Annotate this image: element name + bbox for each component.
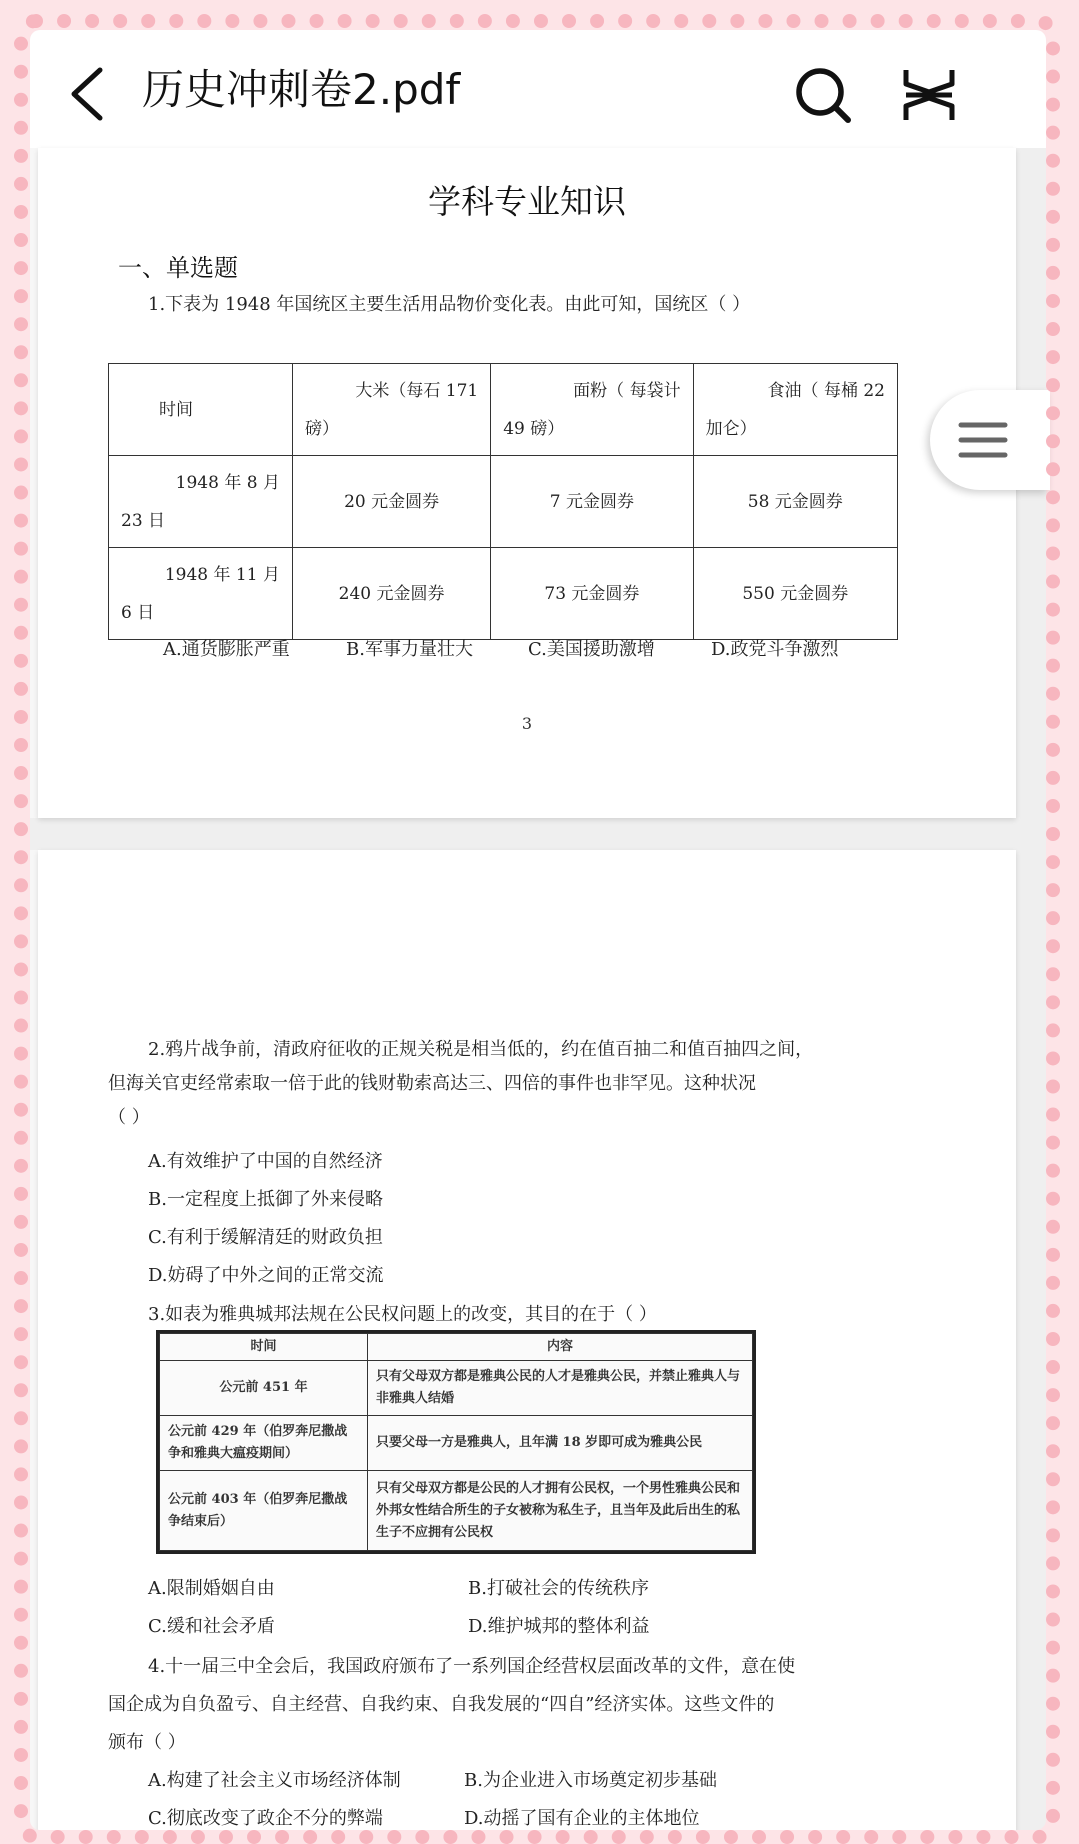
option-a: A.通货膨胀严重 (163, 639, 290, 660)
side-menu-handle[interactable] (930, 390, 1050, 490)
table-row (160, 1334, 753, 1361)
option-a: A.限制婚姻自由 (148, 1578, 275, 1599)
table-cell: 公元前 451 年 (160, 1361, 368, 1416)
top-bar (30, 30, 1046, 148)
table-cell: 只要父母一方是雅典人，且年满 18 岁即可成为雅典公民 (368, 1416, 753, 1471)
time-line: 1948 年 8 月 (175, 472, 280, 493)
table-cell-time (109, 456, 293, 548)
fold-collapse-icon[interactable] (900, 66, 958, 124)
question-2-line: （ ） (108, 1107, 150, 1128)
option-c: C.有利于缓解清廷的财政负担 (148, 1227, 383, 1248)
table-header-cell (693, 364, 897, 456)
option-c: C.彻底改变了政企不分的弊端 (148, 1808, 383, 1829)
table-header-cell (292, 364, 490, 456)
header-line: 磅） (304, 418, 339, 439)
header-line: 大米（每石 171 (355, 380, 479, 401)
pdf-viewer (30, 30, 1046, 1830)
question-2-line: 2.鸦片战争前，清政府征收的正规关税是相当低的，约在值百抽二和值百抽四之间， (148, 1039, 814, 1060)
question-4-line: 颁布（ ） (108, 1732, 186, 1753)
table-header-cell: 时间 (109, 364, 293, 456)
option-b: B.一定程度上抵御了外来侵略 (148, 1189, 383, 1210)
table-row (109, 548, 898, 640)
table-header-cell: 时间 (160, 1334, 368, 1361)
search-icon[interactable] (792, 64, 854, 126)
table-cell: 58 元金圆券 (693, 456, 897, 548)
time-line: 23 日 (121, 510, 166, 531)
table-row (109, 456, 898, 548)
table-cell: 公元前 403 年（伯罗奔尼撒战争结束后） (160, 1471, 368, 1551)
page-title: 学科专业知识 (428, 182, 626, 221)
document-title: 历史冲刺卷2.pdf (142, 65, 461, 114)
option-d: D.政党斗争激烈 (711, 639, 839, 660)
pdf-page-4 (38, 850, 1016, 1830)
time-line: 6 日 (121, 602, 155, 623)
header-line: 49 磅） (503, 418, 565, 439)
header-line: 面粉（ 每袋计 (573, 380, 681, 401)
chevron-left-icon[interactable] (62, 64, 112, 124)
table-row (160, 1416, 753, 1471)
header-line: 加仑） (705, 418, 757, 439)
question-2-line: 但海关官吏经常索取一倍于此的钱财勒索高达三、四倍的事件也非罕见。这种状况 (108, 1073, 756, 1094)
table-row (160, 1361, 753, 1416)
option-c: C.缓和社会矛盾 (148, 1616, 275, 1637)
option-d: D.维护城邦的整体利益 (468, 1616, 650, 1637)
table-cell: 73 元金圆券 (491, 548, 693, 640)
option-a: A.有效维护了中国的自然经济 (148, 1151, 383, 1172)
price-table (108, 363, 898, 640)
table-header-cell (491, 364, 693, 456)
table-cell-time (109, 548, 293, 640)
citizenship-table (159, 1333, 753, 1551)
option-a: A.构建了社会主义市场经济体制 (148, 1770, 401, 1791)
table-row (109, 364, 898, 456)
question-4-line: 4.十一届三中全会后，我国政府颁布了一系列国企经营权层面改革的文件，意在使 (148, 1656, 796, 1677)
header-line: 食油（ 每桶 22 (767, 380, 885, 401)
table-header-cell: 内容 (368, 1334, 753, 1361)
table-cell: 只有父母双方都是雅典公民的人才是雅典公民，并禁止雅典人与非雅典人结婚 (368, 1361, 753, 1416)
option-b: B.为企业进入市场奠定初步基础 (464, 1770, 717, 1791)
table-row (160, 1471, 753, 1551)
option-d: D.动摇了国有企业的主体地位 (464, 1808, 700, 1829)
table-cell: 只有父母双方都是公民的人才拥有公民权，一个男性雅典公民和外邦女性结合所生的子女被称为私生子，且当年及此后出生的私生子不应拥有公民权 (368, 1471, 753, 1551)
question-4-line: 国企成为自负盈亏、自主经营、自我约束、自我发展的“四自”经济实体。这些文件的 (108, 1694, 775, 1715)
page-number: 3 (521, 714, 533, 733)
option-c: C.美国援助激增 (528, 639, 655, 660)
option-b: B.打破社会的传统秩序 (468, 1578, 649, 1599)
table-cell: 公元前 429 年（伯罗奔尼撒战争和雅典大瘟疫期间） (160, 1416, 368, 1471)
table-cell: 240 元金圆券 (292, 548, 490, 640)
table-cell: 7 元金圆券 (491, 456, 693, 548)
section-heading: 一、单选题 (118, 254, 238, 282)
option-b: B.军事力量壮大 (346, 639, 473, 660)
question-3-stem: 3.如表为雅典城邦法规在公民权问题上的改变，其目的在于（ ） (148, 1304, 657, 1325)
table-cell: 550 元金圆券 (693, 548, 897, 640)
menu-icon[interactable] (958, 420, 1008, 460)
previous-page-edge (30, 148, 38, 818)
table-cell: 20 元金圆券 (292, 456, 490, 548)
time-line: 1948 年 11 月 (164, 564, 280, 585)
pdf-page-3 (38, 148, 1016, 818)
athens-citizenship-table (156, 1330, 756, 1554)
option-d: D.妨碍了中外之间的正常交流 (148, 1265, 384, 1286)
question-1-stem: 1.下表为 1948 年国统区主要生活用品物价变化表。由此可知，国统区（ ） (148, 294, 751, 315)
previous-page-edge (30, 850, 38, 1830)
